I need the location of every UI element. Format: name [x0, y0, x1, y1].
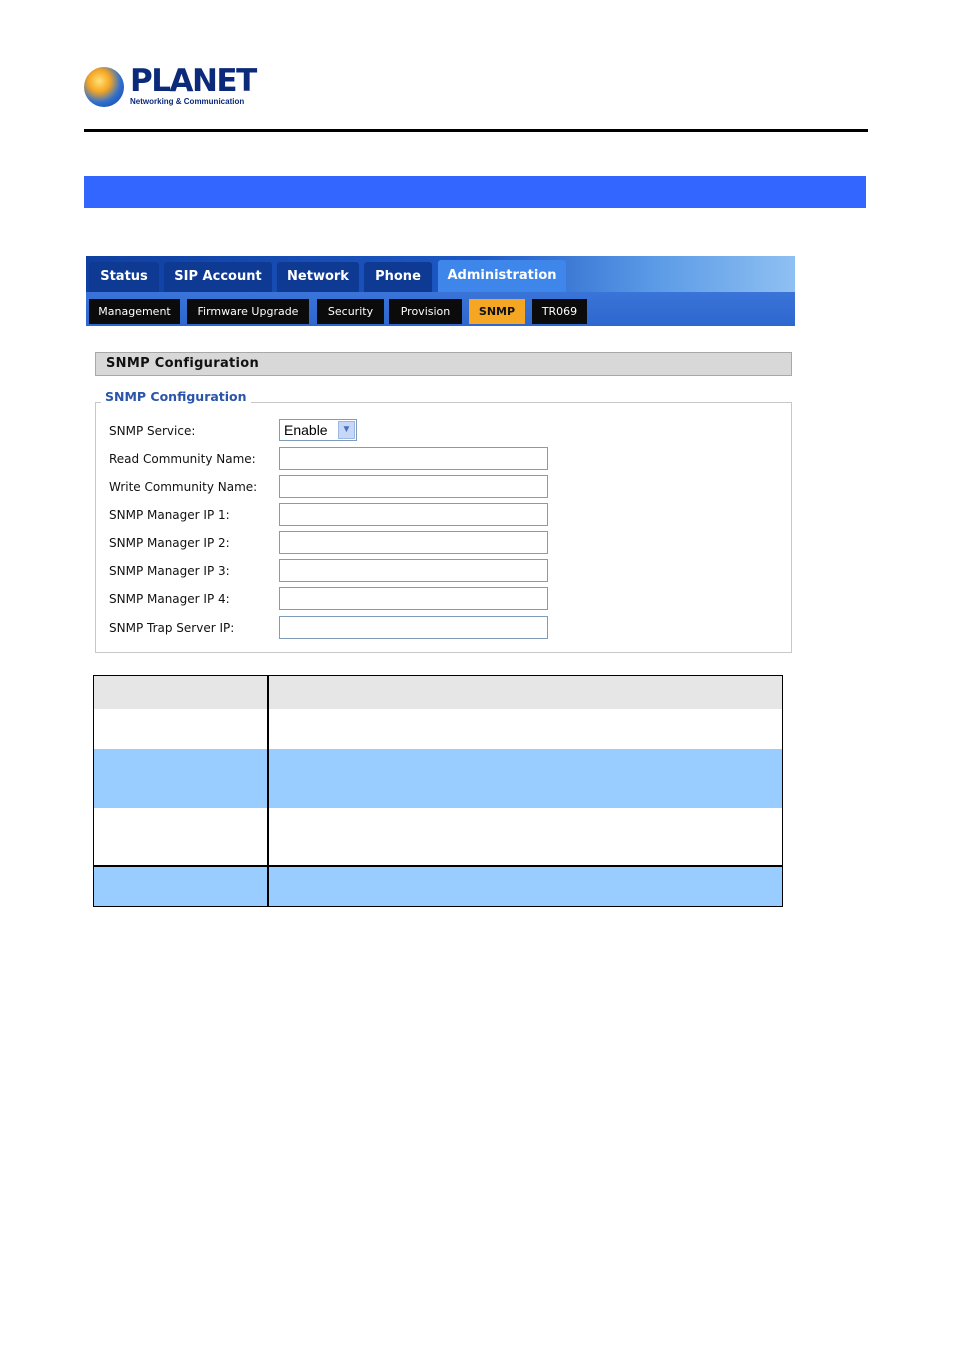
main-navigation	[86, 256, 795, 326]
manager-ip-3-label: SNMP Manager IP 3:	[109, 564, 230, 578]
subtab-management[interactable]: Management	[89, 299, 180, 324]
manager-ip-3-input[interactable]	[279, 559, 548, 582]
table-header-row	[93, 675, 783, 710]
table-row	[93, 709, 783, 750]
snmp-service-select[interactable]	[279, 419, 357, 441]
chevron-down-icon[interactable]: ▼	[338, 421, 355, 439]
planet-logo	[84, 64, 254, 112]
globe-icon	[84, 67, 124, 107]
table-divider	[267, 867, 269, 906]
trap-server-ip-label: SNMP Trap Server IP:	[109, 621, 235, 635]
table-row	[93, 867, 783, 907]
manager-ip-2-input[interactable]	[279, 531, 548, 554]
subtab-snmp[interactable]: SNMP	[469, 299, 525, 324]
section-banner	[84, 176, 866, 208]
tab-network[interactable]: Network	[277, 262, 359, 292]
write-community-input[interactable]	[279, 475, 548, 498]
subtab-firmware-upgrade[interactable]: Firmware Upgrade	[187, 299, 309, 324]
logo-tagline: Networking & Communication	[130, 97, 245, 106]
manager-ip-4-label: SNMP Manager IP 4:	[109, 592, 230, 606]
logo-brand: PLANET	[130, 63, 256, 99]
tab-sip-account[interactable]: SIP Account	[164, 262, 272, 292]
write-community-label: Write Community Name:	[109, 480, 258, 494]
trap-server-ip-input[interactable]	[279, 616, 548, 639]
subtab-provision[interactable]: Provision	[389, 299, 462, 324]
read-community-input[interactable]	[279, 447, 548, 470]
table-divider	[267, 808, 269, 865]
table-divider	[267, 709, 269, 749]
subtab-tr069[interactable]: TR069	[532, 299, 587, 324]
snmp-service-value: Enable	[284, 422, 328, 438]
manager-ip-2-label: SNMP Manager IP 2:	[109, 536, 230, 550]
manager-ip-4-input[interactable]	[279, 587, 548, 610]
read-community-label: Read Community Name:	[109, 452, 256, 466]
table-row	[93, 749, 783, 809]
manager-ip-1-input[interactable]	[279, 503, 548, 526]
tab-administration[interactable]: Administration	[438, 260, 566, 292]
table-row	[93, 808, 783, 867]
snmp-config-legend: SNMP Configuration	[101, 389, 251, 405]
description-table	[93, 675, 783, 907]
snmp-service-label: SNMP Service:	[109, 424, 196, 438]
tab-phone[interactable]: Phone	[364, 262, 432, 292]
table-divider	[267, 676, 269, 709]
manager-ip-1-label: SNMP Manager IP 1:	[109, 508, 230, 522]
subtab-security[interactable]: Security	[317, 299, 384, 324]
tab-status[interactable]: Status	[89, 262, 159, 292]
table-divider	[267, 749, 269, 808]
snmp-config-header: SNMP Configuration	[95, 352, 792, 376]
header-divider	[84, 129, 868, 132]
